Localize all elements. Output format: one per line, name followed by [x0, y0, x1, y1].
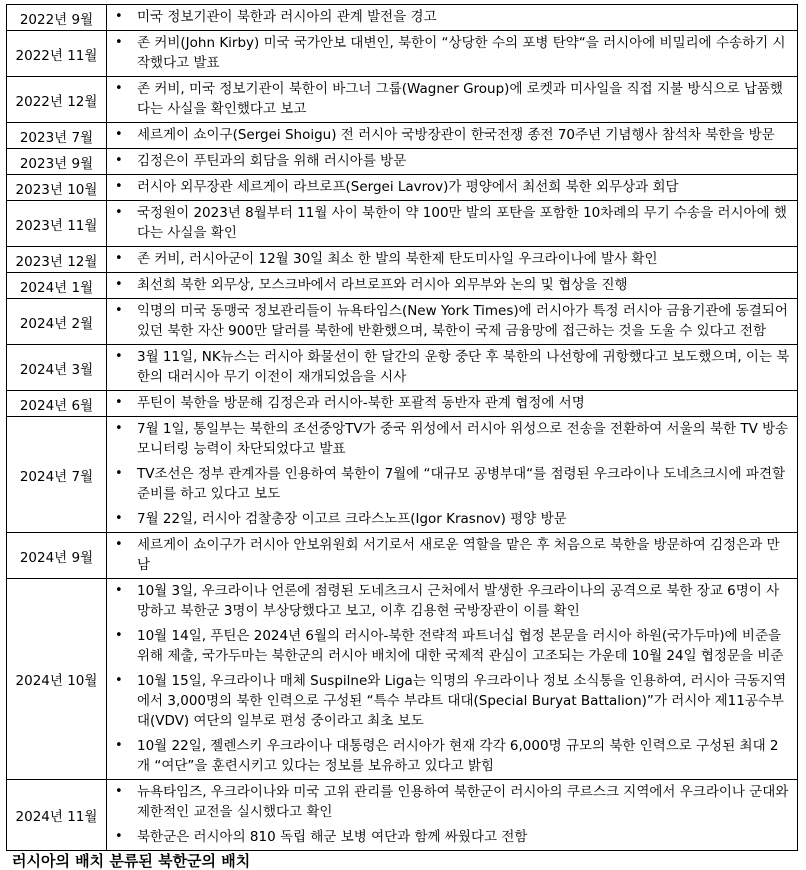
bullet-icon: • — [115, 179, 123, 194]
timeline-row — [7, 345, 798, 391]
event-item — [115, 7, 791, 27]
event-text: 러시아 외무장관 세르게이 라브로프(Sergei Lavrov)가 평양에서 최선희 북한 외무상과 회담 — [137, 179, 679, 195]
date-cell: 2023년 11월 — [7, 201, 107, 247]
events-cell — [107, 149, 798, 175]
date-cell: 2022년 11월 — [7, 31, 107, 77]
timeline-row — [7, 299, 798, 345]
timeline-table — [6, 4, 798, 851]
event-item — [115, 509, 791, 529]
timeline-row — [7, 391, 798, 417]
bullet-icon: • — [115, 583, 123, 598]
timeline-row — [7, 175, 798, 201]
event-item — [115, 671, 791, 731]
timeline-row — [7, 201, 798, 247]
event-text: 10월 14일, 푸틴은 2024년 6월의 러시아-북한 전략적 파트너십 협정 본문을 러시아 하원(국가두마)에 비준을 위해 제출, 국가두마는 북한군의 러시아 배치에 대한 국제적 관심이 고조되는 가운데 10월 24일 협정문을 비준 — [137, 628, 784, 664]
bullet-icon: • — [115, 537, 123, 552]
bullet-icon: • — [115, 421, 123, 436]
event-text: 존 커비, 미국 정보기관이 북한이 바그너 그룹(Wagner Group)에 로켓과 미사일을 직접 지불 방식으로 납품했다는 사실을 확인했다고 보고 — [137, 81, 783, 117]
event-item — [115, 782, 791, 822]
timeline-row — [7, 417, 798, 533]
bullet-icon: • — [115, 127, 123, 142]
timeline-row — [7, 247, 798, 273]
events-cell — [107, 175, 798, 201]
date-cell: 2024년 7월 — [7, 417, 107, 533]
truncated-section-heading: 러시아의 배치 분류된 북한군의 배치 — [12, 852, 251, 870]
event-item — [115, 33, 791, 73]
bullet-icon: • — [115, 9, 123, 24]
event-text: 미국 정보기관이 북한과 러시아의 관계 발전을 경고 — [137, 9, 437, 25]
event-item — [115, 151, 791, 171]
date-cell: 2023년 10월 — [7, 175, 107, 201]
event-item — [115, 301, 791, 341]
event-text: 세르게이 쇼이구(Sergei Shoigu) 전 러시아 국방장관이 한국전쟁 종전 70주년 기념행사 참석차 북한을 방문 — [137, 127, 775, 143]
bullet-icon: • — [115, 153, 123, 168]
event-text: 국정원이 2023년 8월부터 11월 사이 북한이 약 100만 발의 포탄을 포함한 10차례의 무기 수송을 러시아에 했다는 사실을 확인 — [137, 205, 787, 241]
date-cell: 2024년 11월 — [7, 780, 107, 851]
event-item — [115, 736, 791, 776]
date-cell: 2024년 6월 — [7, 391, 107, 417]
timeline-row — [7, 533, 798, 579]
timeline-row — [7, 149, 798, 175]
timeline-row — [7, 273, 798, 299]
events-cell — [107, 579, 798, 780]
timeline-row — [7, 123, 798, 149]
event-text: 존 커비(John Kirby) 미국 국가안보 대변인, 북한이 “상당한 수의 포병 탄약“을 러시아에 비밀리에 수송하기 시작했다고 발표 — [137, 35, 786, 71]
event-text: TV조선은 정부 관계자를 인용하여 북한이 7월에 “대규모 공병부대“를 점령된 우크라이나 도네츠크시에 파견할 준비를 하고 있다고 보도 — [137, 466, 786, 502]
events-cell — [107, 533, 798, 579]
bullet-icon: • — [115, 829, 123, 844]
event-item — [115, 275, 791, 295]
events-cell — [107, 417, 798, 533]
event-text: 김정은이 푸틴과의 회담을 위해 러시아를 방문 — [137, 153, 407, 169]
bullet-icon: • — [115, 673, 123, 688]
event-text: 최선희 북한 외무상, 모스크바에서 라브로프와 러시아 외무부와 논의 및 협상을 진행 — [137, 277, 628, 293]
timeline-row — [7, 5, 798, 31]
event-text: 푸틴이 북한을 방문해 김정은과 러시아-북한 포괄적 동반자 관계 협정에 서명 — [137, 395, 585, 411]
event-text: 익명의 미국 동맹국 정보관리들이 뉴욕타임스(New York Times)에 러시아가 특정 러시아 금융기관에 동결되어 있던 북한 자산 900만 달러를 북한에 반환했으며, 북한이 국제 금융망에 접근하는 것을 도울 수 있다고 전함 — [137, 303, 788, 339]
event-item — [115, 827, 791, 847]
events-cell — [107, 273, 798, 299]
event-item — [115, 464, 791, 504]
date-cell: 2024년 10월 — [7, 579, 107, 780]
events-cell — [107, 391, 798, 417]
date-cell: 2023년 9월 — [7, 149, 107, 175]
event-text: 10월 15일, 우크라이나 매체 Suspilne와 Liga는 익명의 우크라이나 정보 소식통을 인용하여, 러시아 극동지역에서 3,000명의 북한 인력으로 구성된 “특수 부랴트 대대(Special Buryat Battalion)”가 러시아 제11공수부대(VDV) 여단의 일부로 편성 중이라고 최초 보도 — [137, 673, 787, 729]
timeline-row — [7, 31, 798, 77]
event-text: 존 커비, 러시아군이 12월 30일 최소 한 발의 북한제 탄도미사일 우크라이나에 발사 확인 — [137, 251, 658, 267]
timeline-row — [7, 579, 798, 780]
date-cell: 2023년 12월 — [7, 247, 107, 273]
bullet-icon: • — [115, 81, 123, 96]
bullet-icon: • — [115, 628, 123, 643]
event-text: 7월 22일, 러시아 검찰총장 이고르 크라스노프(Igor Krasnov) 평양 방문 — [137, 511, 567, 527]
events-cell — [107, 5, 798, 31]
events-cell — [107, 31, 798, 77]
bullet-icon: • — [115, 303, 123, 318]
date-cell: 2022년 9월 — [7, 5, 107, 31]
event-item — [115, 203, 791, 243]
events-cell — [107, 247, 798, 273]
bullet-icon: • — [115, 784, 123, 799]
event-item — [115, 419, 791, 459]
timeline-row — [7, 77, 798, 123]
date-cell: 2024년 3월 — [7, 345, 107, 391]
event-text: 세르게이 쇼이구가 러시아 안보위원회 서기로서 새로운 역할을 맡은 후 처음으로 북한을 방문하여 김정은과 만남 — [137, 537, 780, 573]
bullet-icon: • — [115, 251, 123, 266]
events-cell — [107, 299, 798, 345]
event-item — [115, 393, 791, 413]
event-text: 7월 1일, 통일부는 북한의 조선중앙TV가 중국 위성에서 러시아 위성으로 전송을 전환하여 서울의 북한 TV 방송 모니터링 능력이 차단되었다고 발표 — [137, 421, 789, 457]
date-cell: 2023년 7월 — [7, 123, 107, 149]
bullet-icon: • — [115, 466, 123, 481]
bullet-icon: • — [115, 35, 123, 50]
timeline-row — [7, 780, 798, 851]
event-item — [115, 125, 791, 145]
event-text: 10월 22일, 젤렌스키 우크라이나 대통령은 러시아가 현재 각각 6,000명 규모의 북한 인력으로 구성된 최대 2개 “여단”을 훈련시키고 있다는 정보를 보유하고 있다고 밝힘 — [137, 738, 779, 774]
bullet-icon: • — [115, 349, 123, 364]
event-item — [115, 535, 791, 575]
bullet-icon: • — [115, 395, 123, 410]
event-text: 뉴욕타임즈, 우크라이나와 미국 고위 관리를 인용하여 북한군이 러시아의 쿠르스크 지역에서 우크라이나 군대와 제한적인 교전을 실시했다고 확인 — [137, 784, 789, 820]
event-item — [115, 177, 791, 197]
date-cell: 2024년 1월 — [7, 273, 107, 299]
events-cell — [107, 201, 798, 247]
timeline-body — [7, 5, 798, 851]
date-cell: 2024년 9월 — [7, 533, 107, 579]
bullet-icon: • — [115, 277, 123, 292]
event-text: 3월 11일, NK뉴스는 러시아 화물선이 한 달간의 운항 중단 후 북한의 나선항에 귀항했다고 보도했으며, 이는 북한의 대러시아 무기 이전이 재개되었음을 시사 — [137, 349, 790, 385]
bullet-icon: • — [115, 511, 123, 526]
events-cell — [107, 345, 798, 391]
events-cell — [107, 77, 798, 123]
events-cell — [107, 780, 798, 851]
event-item — [115, 581, 791, 621]
event-item — [115, 626, 791, 666]
event-item — [115, 79, 791, 119]
event-item — [115, 347, 791, 387]
events-cell — [107, 123, 798, 149]
bullet-icon: • — [115, 205, 123, 220]
bullet-icon: • — [115, 738, 123, 753]
event-text: 북한군은 러시아의 810 독립 해군 보병 여단과 함께 싸웠다고 전함 — [137, 829, 528, 845]
date-cell: 2022년 12월 — [7, 77, 107, 123]
event-item — [115, 249, 791, 269]
date-cell: 2024년 2월 — [7, 299, 107, 345]
event-text: 10월 3일, 우크라이나 언론에 점령된 도네츠크시 근처에서 발생한 우크라이나의 공격으로 북한 장교 6명이 사망하고 북한군 3명이 부상당했다고 보고, 이후 김용현 국방장관이 이를 확인 — [137, 583, 780, 619]
